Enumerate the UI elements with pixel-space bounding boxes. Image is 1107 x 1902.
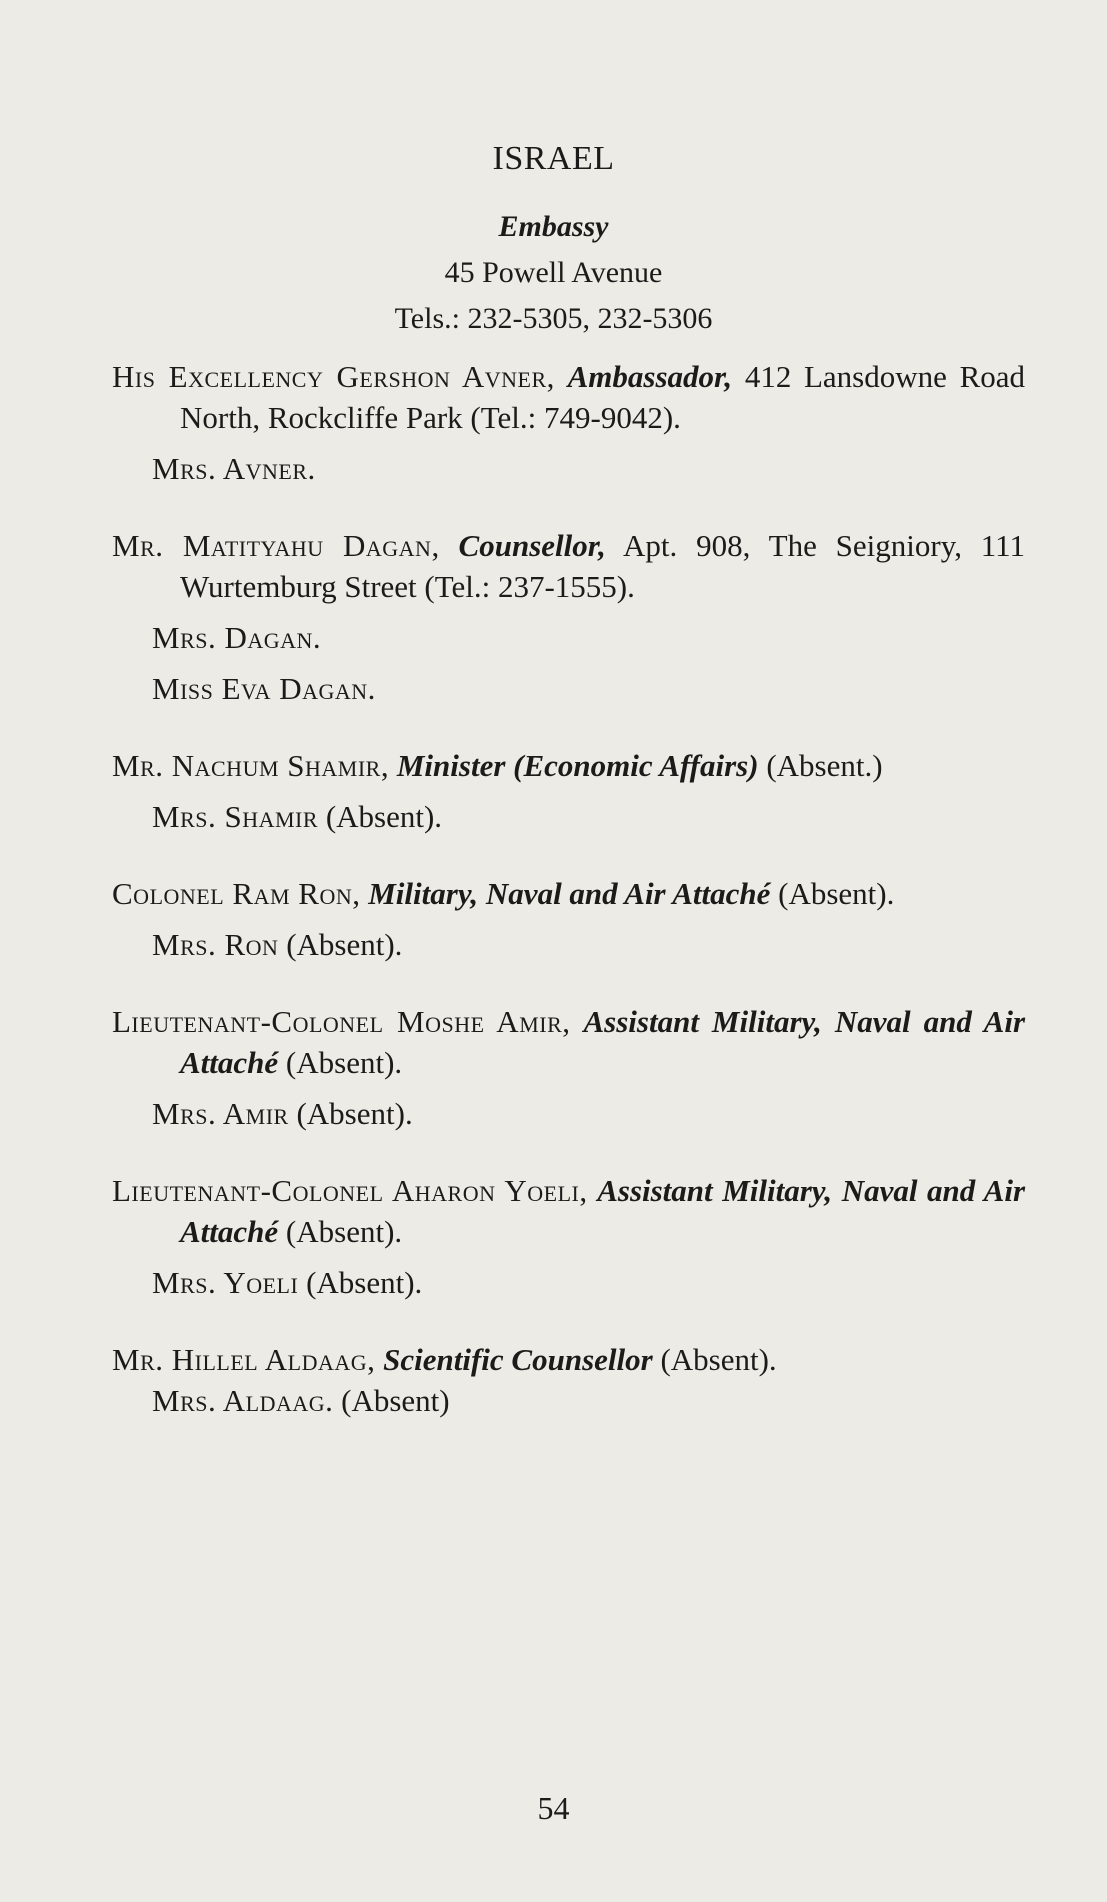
section-heading: Embassy — [498, 210, 609, 243]
staff-name: Mr. Nachum Shamir, — [112, 748, 390, 783]
staff-title: Scientific Counsellor — [383, 1342, 653, 1377]
staff-entry — [112, 873, 1025, 965]
spouse-line — [152, 1093, 1025, 1134]
page-number: 54 — [537, 1790, 570, 1826]
spouse-note: (Absent). — [296, 1096, 413, 1131]
staff-details: (Absent.) — [766, 748, 883, 783]
spouse-name: Mrs. Yoeli — [152, 1265, 299, 1300]
staff-title: Military, Naval and Air Attaché — [368, 876, 771, 911]
spouse-note: (Absent) — [341, 1383, 450, 1418]
staff-main-line — [112, 525, 1025, 607]
staff-main-line — [112, 745, 1025, 786]
staff-entry — [112, 745, 1025, 837]
spouse-name: Mrs. Shamir — [152, 799, 319, 834]
staff-name: Colonel Ram Ron, — [112, 876, 361, 911]
spouse-name: Mrs. Avner. — [152, 451, 316, 486]
staff-name: Lieutenant-Colonel Aharon Yoeli, — [112, 1173, 588, 1208]
staff-details: Apt. 908, The Seigniory, 111 Wurtemburg Street (Tel.: 237-1555). — [180, 528, 1025, 604]
spouse-line — [152, 617, 1025, 658]
spouse-name: Mrs. Dagan. — [152, 620, 322, 655]
staff-list — [112, 356, 1025, 1457]
staff-details: (Absent). — [285, 1214, 403, 1249]
embassy-telephones: Tels.: 232-5305, 232-5306 — [394, 302, 713, 335]
spouse-name: Mrs. Amir — [152, 1096, 289, 1131]
staff-entry — [112, 356, 1025, 489]
family-line — [152, 668, 1025, 709]
staff-title: Minister (Economic Affairs) — [396, 748, 759, 783]
country-heading: ISRAEL — [492, 140, 615, 177]
staff-main-line — [112, 1339, 1025, 1380]
staff-entry — [112, 1170, 1025, 1303]
spouse-line — [152, 796, 1025, 837]
staff-entry — [112, 1001, 1025, 1134]
staff-entry — [112, 525, 1025, 709]
spouse-name: Mrs. Aldaag. — [152, 1383, 334, 1418]
staff-name: His Excellency Gershon Avner, — [112, 359, 555, 394]
staff-main-line — [112, 873, 1025, 914]
staff-title: Assistant Military, Naval and Air Attaché — [180, 1173, 1026, 1249]
staff-main-line — [112, 356, 1025, 438]
staff-title: Counsellor, — [458, 528, 606, 563]
staff-main-line — [112, 1001, 1025, 1083]
staff-details: (Absent). — [778, 876, 895, 911]
staff-name: Mr. Matityahu Dagan, — [112, 528, 440, 563]
spouse-note: (Absent). — [306, 1265, 423, 1300]
family-name: Miss Eva Dagan. — [152, 671, 376, 706]
spouse-note: (Absent). — [325, 799, 443, 834]
spouse-line — [152, 448, 1025, 489]
spouse-line — [152, 1262, 1025, 1303]
staff-name: Lieutenant-Colonel Moshe Amir, — [112, 1004, 571, 1039]
spouse-name: Mrs. Ron — [152, 927, 279, 962]
staff-details: 412 Lansdowne Road North, Rockcliffe Park (Tel.: 749-9042). — [180, 359, 1026, 435]
staff-main-line — [112, 1170, 1025, 1252]
embassy-address: 45 Powell Avenue — [444, 256, 663, 289]
spouse-note: (Absent). — [286, 927, 403, 962]
staff-title: Assistant Military, Naval and Air Attaché — [180, 1004, 1026, 1080]
staff-name: Mr. Hillel Aldaag, — [112, 1342, 376, 1377]
staff-details: (Absent). — [660, 1342, 777, 1377]
staff-details: (Absent). — [285, 1045, 403, 1080]
spouse-line — [152, 924, 1025, 965]
staff-entry — [112, 1339, 1025, 1421]
spouse-line — [152, 1380, 1025, 1421]
staff-title: Ambassador, — [567, 359, 733, 394]
